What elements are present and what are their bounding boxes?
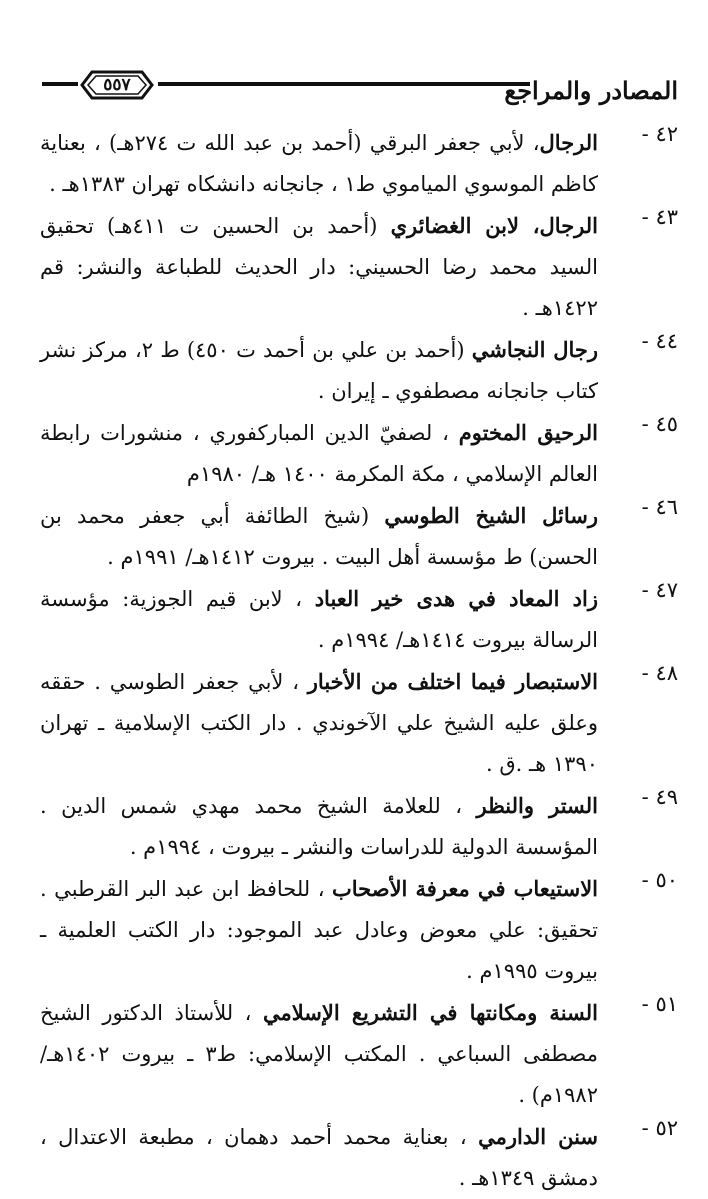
entry-number: ٤٥ - — [641, 412, 678, 436]
reference-entry — [0, 1116, 708, 1199]
entry-title: رسائل الشيخ الطوسي — [384, 503, 598, 528]
entry-text — [40, 412, 598, 495]
entry-title: رجال النجاشي — [471, 337, 599, 362]
reference-entry — [0, 205, 708, 329]
entry-title: الستر والنظر — [476, 793, 598, 818]
entry-body: (أحمد بن الحسين ت ٤١١هـ) تحقيق السيد محمد رضا الحسيني: دار الحديث للطباعة والنشر: قم ١٤٢٢هـ . — [40, 214, 598, 320]
entry-number: ٤٧ - — [641, 578, 678, 602]
reference-entry — [0, 578, 708, 661]
reference-entry — [0, 661, 708, 785]
entry-body: ، بعناية محمد أحمد دهمان ، مطبعة الاعتدال ، دمشق ١٣٤٩هـ . — [40, 1125, 598, 1190]
running-title: المصادر والمراجع — [504, 76, 678, 105]
reference-list — [0, 122, 708, 1199]
entry-number: ٤٩ - — [641, 785, 678, 809]
entry-body: ، لابن قيم الجوزية: مؤسسة الرسالة بيروت ١٤١٤هـ/ ١٩٩٤م . — [40, 587, 598, 652]
entry-text — [40, 785, 598, 868]
entry-body: ، للعلامة الشيخ محمد مهدي شمس الدين . المؤسسة الدولية للدراسات والنشر ـ بيروت ، ١٩٩٤م . — [40, 794, 598, 859]
reference-entry — [0, 785, 708, 868]
page-header — [0, 0, 708, 112]
entry-title: سنن الدارمي — [478, 1124, 598, 1149]
entry-number: ٤٦ - — [641, 495, 678, 519]
entry-text — [40, 495, 598, 578]
reference-entry — [0, 868, 708, 992]
entry-title: الاستبصار فيما اختلف من الأخبار — [307, 669, 598, 694]
entry-number: ٥٠ - — [641, 868, 678, 892]
entry-number: ٤٣ - — [641, 205, 678, 229]
entry-title: الاستيعاب في معرفة الأصحاب — [332, 876, 599, 901]
entry-title: زاد المعاد في هدى خير العباد — [314, 586, 598, 611]
reference-entry — [0, 412, 708, 495]
header-rule-left — [42, 82, 78, 86]
reference-entry — [0, 329, 708, 412]
reference-entry — [0, 122, 708, 205]
entry-text — [40, 661, 598, 785]
entry-title: الرحيق المختوم — [458, 420, 598, 445]
entry-text — [40, 205, 598, 329]
entry-number: ٤٨ - — [641, 661, 678, 685]
entry-number: ٤٢ - — [641, 122, 678, 146]
entry-text — [40, 868, 598, 992]
entry-body: (أحمد بن علي بن أحمد ت ٤٥٠) ط ٢، مركز نشر كتاب جانجانه مصطفوي ـ إيران . — [40, 338, 598, 403]
entry-text — [40, 122, 598, 205]
entry-body: ، لأبي جعفر الطوسي . حققه وعلق عليه الشيخ علي الآخوندي . دار الكتب الإسلامية ـ تهران ١٣٩٠ هـ .ق . — [40, 670, 598, 776]
entry-body: ، لأبي جعفر البرقي (أحمد بن عبد الله ت ٢٧٤هـ) ، بعناية كاظم الموسوي المياموي ط١ ، جانجانه دانشكاه تهران ١٣٨٣هـ . — [40, 131, 598, 196]
entry-text — [40, 578, 598, 661]
entry-number: ٥٢ - — [641, 1116, 678, 1140]
entry-body: (شيخ الطائفة أبي جعفر محمد بن الحسن) ط مؤسسة أهل البيت . بيروت ١٤١٢هـ/ ١٩٩١م . — [40, 504, 598, 569]
entry-body: ، للحافظ ابن عبد البر القرطبي . تحقيق: علي معوض وعادل عبد الموجود: دار الكتب العلمية ـ بيروت ١٩٩٥م . — [40, 877, 598, 983]
reference-entry — [0, 495, 708, 578]
entry-text — [40, 992, 598, 1116]
entry-body: ، لصفيّ الدين المباركفوري ، منشورات رابطة العالم الإسلامي ، مكة المكرمة ١٤٠٠ هـ/ ١٩٨٠م — [40, 421, 598, 486]
entry-text — [40, 1116, 598, 1199]
header-rule-right — [158, 82, 530, 86]
page-number: ٥٥٧ — [103, 75, 131, 95]
entry-title: الرجال، لابن الغضائري — [390, 213, 599, 238]
entry-body: ، للأستاذ الدكتور الشيخ مصطفى السباعي . المكتب الإسلامي: ط٣ ـ بيروت ١٤٠٢هـ/ ١٩٨٢م) . — [40, 1001, 598, 1107]
reference-entry — [0, 992, 708, 1116]
entry-number: ٥١ - — [641, 992, 678, 1016]
entry-title: الرجال — [539, 130, 598, 155]
entry-number: ٤٤ - — [641, 329, 678, 353]
entry-title: السنة ومكانتها في التشريع الإسلامي — [262, 1000, 598, 1025]
entry-text — [40, 329, 598, 412]
